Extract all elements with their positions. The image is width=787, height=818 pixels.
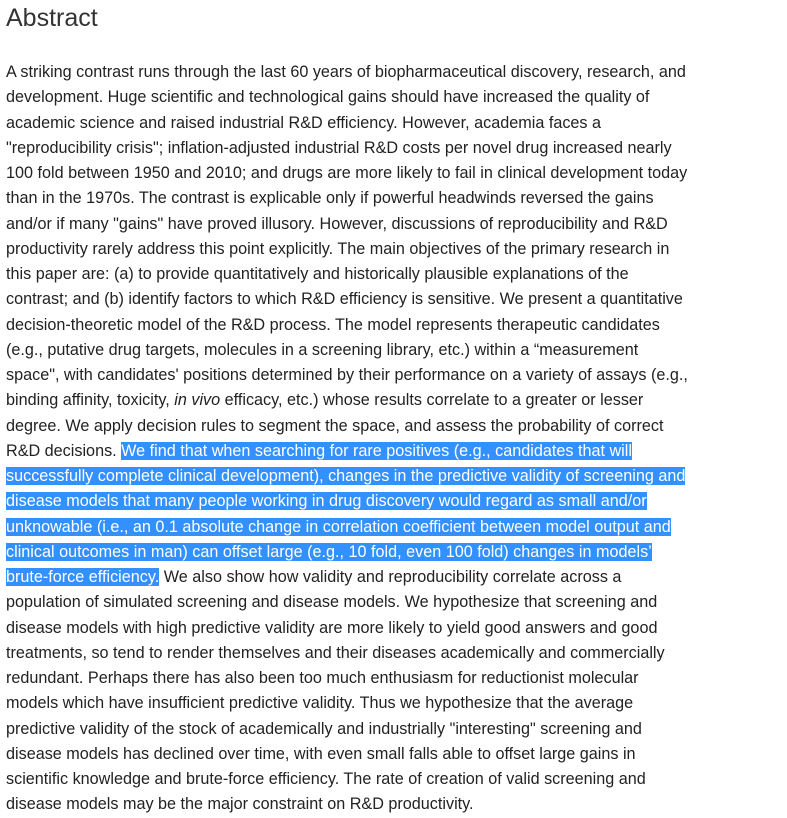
text-run: productivity rarely address this point explicitly. The main objectives of the primary research in <box>6 239 670 258</box>
text-run: We also show how validity and reproducibility correlate across a <box>159 568 622 586</box>
selected-text: disease models that many people working in drug discovery would regard as small and/or <box>6 492 647 511</box>
abstract-line <box>6 616 782 641</box>
text-run: academic science and raised industrial R&D efficiency. However, academia faces a <box>6 113 602 132</box>
text-run: (e.g., putative drug targets, molecules in a screening library, etc.) within a “measurement <box>6 340 639 359</box>
text-run: scientific knowledge and brute-force efficiency. The rate of creation of valid screening and <box>6 770 646 788</box>
text-run: this paper are: (a) to provide quantitatively and historically plausible explanations of the <box>6 265 629 283</box>
text-run: redundant. Perhaps there has also been too much enthusiasm for reductionist molecular <box>6 669 639 687</box>
text-run: than in the 1970s. The contrast is explicable only if powerful headwinds reversed the gains <box>6 189 654 208</box>
abstract-line <box>6 262 782 287</box>
text-run: population of simulated screening and disease models. We hypothesize that screening and <box>6 593 658 612</box>
abstract-line <box>6 388 782 413</box>
abstract-line <box>6 60 782 85</box>
text-run: predictive validity of the stock of academically and industrially "interesting" screening and <box>6 719 642 738</box>
selected-text: unknowable (i.e., an 0.1 absolute change in correlation coefficient between model output and <box>6 517 671 536</box>
abstract-line <box>6 515 782 540</box>
text-run: R&D decisions. <box>6 441 122 460</box>
abstract-body[interactable] <box>6 60 782 818</box>
abstract-line <box>6 414 782 439</box>
text-run: efficacy, etc.) whose results correlate to a greater or lesser <box>220 391 644 410</box>
text-run: degree. We apply decision rules to segment the space, and assess the probability of correct <box>6 416 664 435</box>
abstract-line <box>6 641 782 666</box>
selected-text: successfully complete clinical development), changes in the predictive validity of screening and <box>6 467 686 485</box>
text-run: and/or if many "gains" have proved illusory. However, discussions of reproducibility and R&D <box>6 214 668 233</box>
text-run: "reproducibility crisis"; inflation-adjusted industrial R&D costs per novel drug increased nearly <box>6 138 672 157</box>
abstract-heading: Abstract <box>6 4 98 32</box>
text-run: decision-theoretic model of the R&D process. The model represents therapeutic candidates <box>6 315 660 334</box>
abstract-line <box>6 717 782 742</box>
abstract-line <box>6 111 782 136</box>
abstract-line <box>6 489 782 514</box>
selected-text: We find that when searching for rare positives (e.g., candidates that will <box>121 441 632 460</box>
abstract-line <box>6 540 782 565</box>
selected-text: brute-force efficiency. <box>6 568 160 586</box>
abstract-line <box>6 691 782 716</box>
text-run: binding affinity, toxicity, <box>6 391 175 410</box>
selected-text: clinical outcomes in man) can offset large (e.g., 10 fold, even 100 fold) changes in models’ <box>6 542 652 561</box>
abstract-line <box>6 186 782 211</box>
abstract-line <box>6 287 782 312</box>
abstract-line <box>6 313 782 338</box>
text-run: disease models may be the major constraint on R&D productivity. <box>6 795 474 814</box>
abstract-line <box>6 439 782 464</box>
abstract-line <box>6 136 782 161</box>
text-run: models which have insufficient predictive validity. Thus we hypothesize that the average <box>6 694 634 713</box>
abstract-line <box>6 85 782 110</box>
text-run: treatments, so tend to render themselves and their diseases academically and commercially <box>6 643 665 662</box>
italic-text: in vivo <box>174 391 221 410</box>
abstract-line <box>6 666 782 691</box>
abstract-line <box>6 792 782 817</box>
text-run: space", with candidates' positions determined by their performance on a variety of assays (e.g., <box>6 366 688 384</box>
abstract-line <box>6 464 782 489</box>
abstract-line <box>6 742 782 767</box>
abstract-line <box>6 590 782 615</box>
abstract-line <box>6 363 782 388</box>
abstract-line <box>6 767 782 792</box>
text-run: contrast; and (b) identify factors to which R&D efficiency is sensitive. We present a quantitative <box>6 290 683 309</box>
text-run: development. Huge scientific and technological gains should have increased the quality of <box>6 88 650 107</box>
abstract-line <box>6 212 782 237</box>
abstract-line <box>6 565 782 590</box>
abstract-line <box>6 338 782 363</box>
text-run: A striking contrast runs through the last 60 years of biopharmaceutical discovery, research, and <box>6 63 686 81</box>
text-run: disease models with high predictive validity are more likely to yield good answers and good <box>6 618 658 637</box>
abstract-line <box>6 237 782 262</box>
text-run: disease models has declined over time, with even small falls able to offset large gains in <box>6 744 636 763</box>
text-run: 100 fold between 1950 and 2010; and drugs are more likely to fail in clinical development today <box>6 164 688 182</box>
abstract-line <box>6 161 782 186</box>
